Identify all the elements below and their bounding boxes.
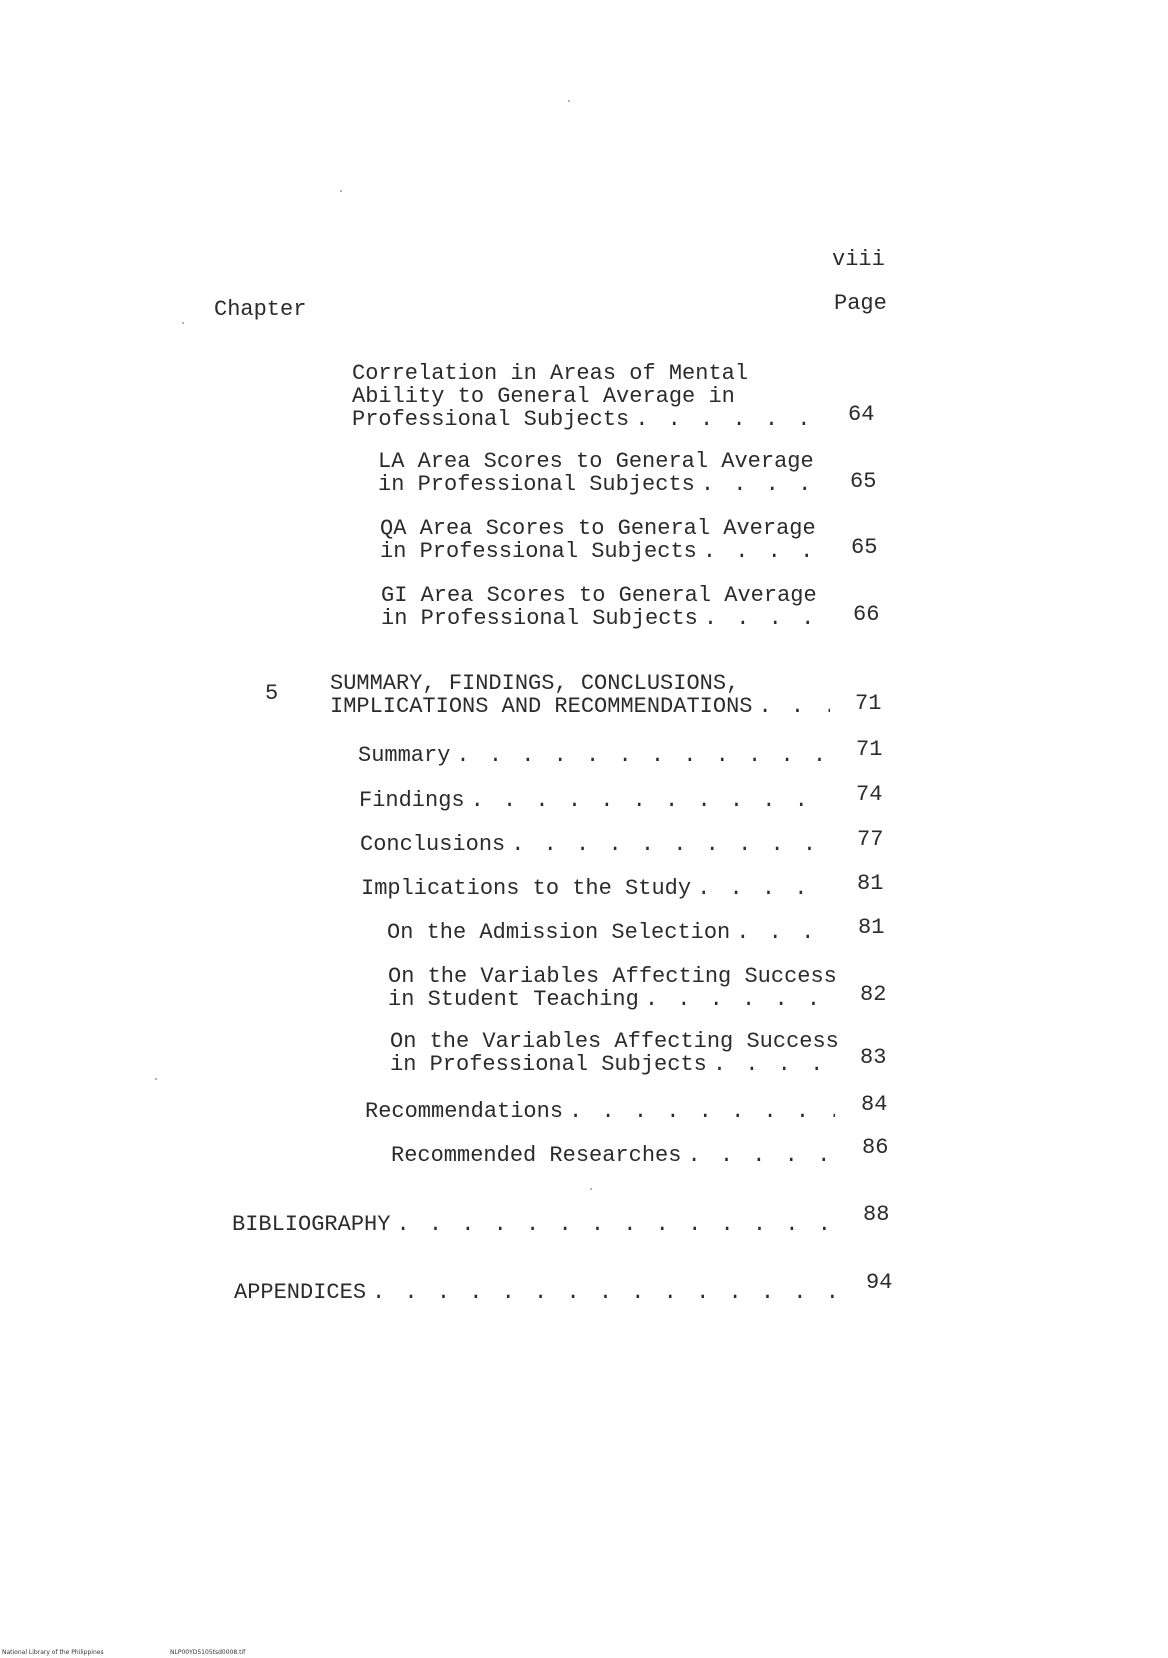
page-column-header: Page [834,291,887,316]
scan-speck [590,1188,592,1190]
dot-leader [687,1144,836,1167]
entry-line: in Student Teaching [388,987,639,1012]
toc-page-number: 65 [850,469,877,494]
toc-entry-chapter-5 [330,672,830,718]
toc-entry-student-teaching [388,964,837,1012]
toc-page-number: 82 [860,982,887,1007]
entry-line: IMPLICATIONS AND RECOMMENDATIONS [330,694,753,719]
dot-leader [713,1053,835,1076]
entry-line: Implications to the Study [361,876,692,901]
entry-line: Ability to General Average in [352,384,735,409]
toc-entry-qa-area [380,517,830,563]
toc-page-number: 81 [857,871,884,896]
scan-speck [182,322,184,324]
entry-line: GI Area Scores to General Average [381,583,817,608]
page-roman-number: viii [832,247,885,272]
entry-line: in Professional Subjects [378,472,695,497]
dot-leader [511,833,830,856]
chapter-column-header: Chapter [214,297,307,322]
toc-page-number: 84 [861,1092,888,1117]
toc-entry-recommendations [365,1100,835,1123]
dot-leader [456,744,830,767]
entry-line: Correlation in Areas of Mental [352,361,749,386]
entry-line: On the Variables Affecting Success [390,1029,839,1054]
toc-page-number: 94 [866,1270,893,1295]
scan-speck [568,100,570,102]
toc-entry-conclusions [360,833,830,856]
toc-entry-admission-selection [387,921,833,944]
entry-line: Summary [358,743,451,768]
toc-entry-summary [358,744,830,767]
entry-line: On the Variables Affecting Success [388,964,837,989]
toc-entry-gi-area [381,584,832,630]
entry-line: APPENDICES [234,1280,367,1305]
toc-entry-appendices [234,1281,838,1304]
dot-leader [471,789,830,812]
toc-entry-correlation [352,362,830,431]
toc-entry-bibliography [232,1213,836,1236]
toc-page-number: 65 [851,535,878,560]
entry-line: QA Area Scores to General Average [380,516,816,541]
toc-entry-recommended-researches [391,1144,836,1167]
dot-leader [697,877,831,900]
toc-page-number: 71 [856,737,883,762]
dot-leader [758,695,830,718]
dot-leader [396,1213,836,1236]
dot-leader [703,540,830,563]
toc-page-number: 66 [853,602,880,627]
toc-page-number: 64 [848,402,875,427]
dot-leader [645,988,834,1011]
toc-page-number: 88 [863,1202,890,1227]
dot-leader [372,1281,838,1304]
dot-leader [635,408,830,431]
entry-line: in Professional Subjects [380,539,697,564]
dot-leader [736,921,833,944]
toc-entry-implications [361,877,831,900]
entry-line: Conclusions [360,832,506,857]
scan-speck [340,190,342,192]
toc-page-number: 74 [856,782,883,807]
entry-line: Findings [359,788,465,813]
dot-leader [704,607,832,630]
entry-line: On the Admission Selection [387,920,731,945]
toc-page-number: 86 [862,1135,889,1160]
entry-line: in Professional Subjects [390,1052,707,1077]
toc-page-number: 71 [855,691,882,716]
toc-entry-la-area [378,450,830,496]
footer-library-credit: National Library of the Philippines [2,1649,104,1656]
toc-page-number: 81 [858,915,885,940]
entry-line: Professional Subjects [352,407,630,432]
chapter-number: 5 [265,681,279,706]
footer-file-name: NLP00YD5105tsd0008.tif [170,1649,246,1656]
entry-line: in Professional Subjects [381,606,698,631]
entry-line: SUMMARY, FINDINGS, CONCLUSIONS, [330,671,740,696]
entry-line: LA Area Scores to General Average [378,449,814,474]
toc-page-number: 77 [857,827,884,852]
entry-line: BIBLIOGRAPHY [232,1212,391,1237]
toc-page-number: 83 [860,1045,887,1070]
toc-entry-professional-subjects [390,1029,839,1077]
entry-line: Recommendations [365,1099,564,1124]
dot-leader [701,473,830,496]
toc-entry-findings [359,789,830,812]
scan-speck [155,1078,157,1080]
dot-leader [569,1100,835,1123]
entry-line: Recommended Researches [391,1143,682,1168]
